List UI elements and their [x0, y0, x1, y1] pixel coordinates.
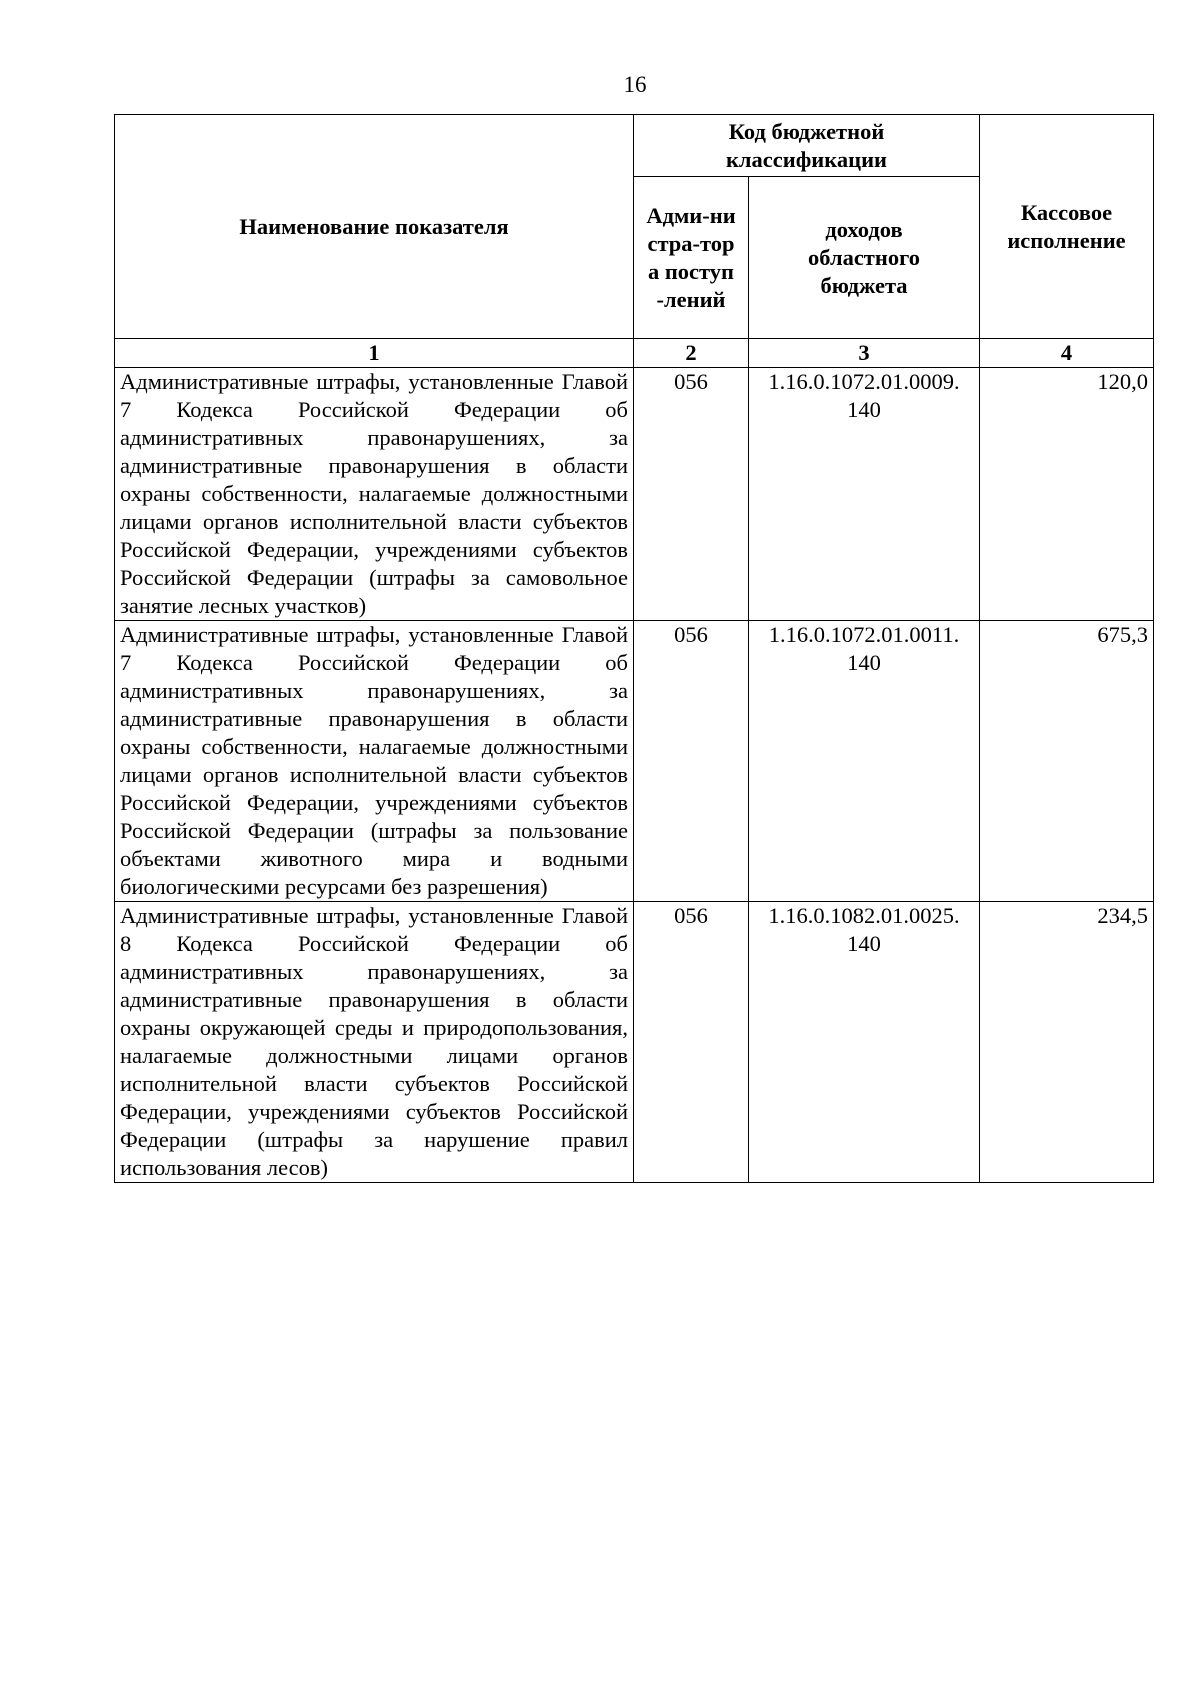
execution-amount: 234,5: [980, 902, 1154, 1183]
indicator-name: Административные штрафы, установленные Главой 8 Кодекса Российской Федерации об административных правонарушениях, за административные правонарушения в области охраны окружающей среды и природопользования, налагаемые должностными лицами органов исполнительной власти субъектов Российской Федерации, учреждениями субъектов Российской Федерации (штрафы за нарушение правил использования лесов): [115, 902, 634, 1183]
indicator-name: Административные штрафы, установленные Главой 7 Кодекса Российской Федерации об административных правонарушениях, за административные правонарушения в области охраны собственности, налагаемые должностными лицами органов исполнительной власти субъектов Российской Федерации, учреждениями субъектов Российской Федерации (штрафы за пользование объектами животного мира и водными биологическими ресурсами без разрешения): [115, 621, 634, 902]
budget-table: [114, 114, 1154, 1183]
execution-amount: 120,0: [980, 368, 1154, 621]
header-income-code: доходов областного бюджета: [749, 177, 980, 339]
header-admin: Адми-нистра-тора поступ-лений: [634, 177, 749, 339]
column-number: 1: [115, 339, 634, 368]
header-kbk-group: Код бюджетной классификации: [634, 115, 980, 177]
table-row: [115, 368, 1154, 621]
header-execution: Кассовое исполнение: [980, 115, 1154, 339]
table-row: [115, 902, 1154, 1183]
income-code: 1.16.0.1072.01.0011. 140: [749, 621, 980, 902]
execution-amount: 675,3: [980, 621, 1154, 902]
column-number: 4: [980, 339, 1154, 368]
page-number: 16: [623, 72, 647, 97]
admin-code: 056: [634, 621, 749, 902]
header-name: Наименование показателя: [115, 115, 634, 339]
admin-code: 056: [634, 902, 749, 1183]
income-code: 1.16.0.1082.01.0025. 140: [749, 902, 980, 1183]
table-row: [115, 621, 1154, 902]
column-number: 3: [749, 339, 980, 368]
indicator-name: Административные штрафы, установленные Главой 7 Кодекса Российской Федерации об административных правонарушениях, за административные правонарушения в области охраны собственности, налагаемые должностными лицами органов исполнительной власти субъектов Российской Федерации, учреждениями субъектов Российской Федерации (штрафы за самовольное занятие лесных участков): [115, 368, 634, 621]
column-numbers-row: [115, 339, 1154, 368]
column-number: 2: [634, 339, 749, 368]
income-code: 1.16.0.1072.01.0009. 140: [749, 368, 980, 621]
admin-code: 056: [634, 368, 749, 621]
